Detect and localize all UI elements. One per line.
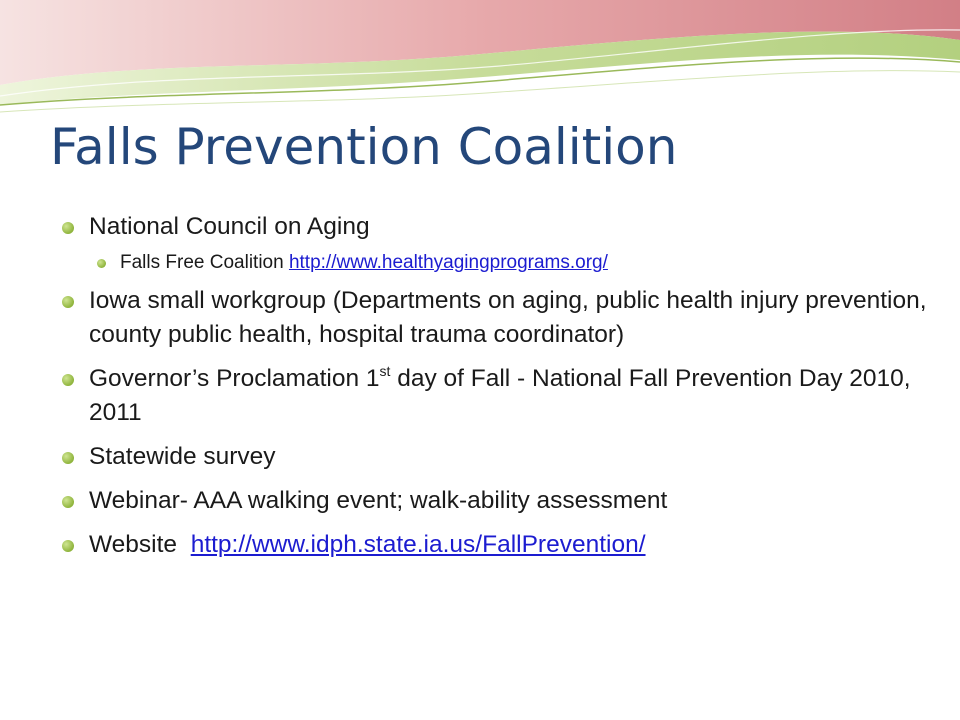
bullet-iowa-workgroup xyxy=(62,284,942,352)
bullet-text: National Council on Aging xyxy=(89,213,370,240)
bullet-text-cont: day of Fall - National Fall Prevention Day 2010, 2011 xyxy=(89,365,911,426)
bullet-dot-icon xyxy=(62,296,74,308)
bullet-text: Falls Free Coalition xyxy=(120,252,284,273)
bullet-dot-icon xyxy=(62,374,74,386)
bullet-dot-icon xyxy=(62,452,74,464)
bullet-national-council xyxy=(62,210,942,244)
bullet-dot-icon xyxy=(62,540,74,552)
bullet-dot-icon xyxy=(62,496,74,508)
header-decoration xyxy=(0,0,960,120)
bullet-dot-icon xyxy=(62,222,74,234)
bullet-statewide-survey xyxy=(62,440,942,474)
bullet-text: Governor’s Proclamation 1 xyxy=(89,365,380,392)
idph-fallprevention-link[interactable]: http://www.idph.state.ia.us/FallPrevention/ xyxy=(190,531,646,558)
bullet-governors-proclamation xyxy=(62,362,942,430)
bullet-webinar xyxy=(62,484,942,518)
sub-bullet-falls-free xyxy=(62,250,942,276)
healthyaging-link[interactable]: http://www.healthyagingprograms.org/ xyxy=(288,252,608,273)
bullet-website xyxy=(62,528,942,562)
ordinal-superscript: st xyxy=(379,363,391,379)
bullet-list xyxy=(62,210,942,572)
bullet-text: Statewide survey xyxy=(89,443,276,470)
bullet-text: Iowa small workgroup (Departments on aging, public health injury prevention, county public health, hospital trauma coordinator) xyxy=(89,287,927,348)
bullet-dot-icon xyxy=(97,259,106,268)
bullet-text: Website xyxy=(89,531,178,558)
bullet-text: Webinar- AAA walking event; walk-ability assessment xyxy=(89,487,668,514)
slide-title: Falls Prevention Coalition xyxy=(50,118,678,176)
